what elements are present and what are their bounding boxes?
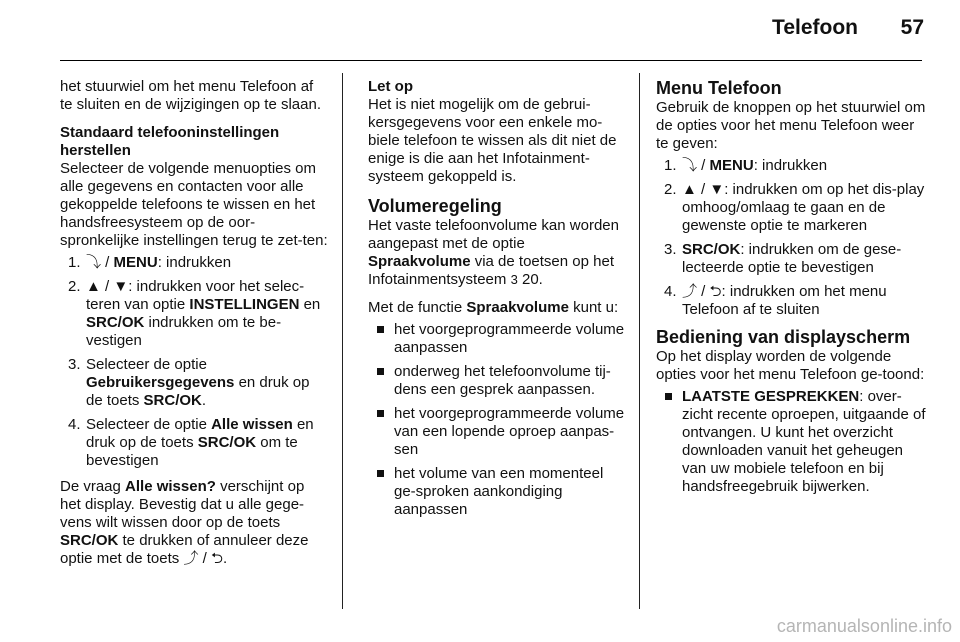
hangup-icon: ⤴ bbox=[183, 550, 199, 567]
up-down-arrow-icon: ▲ / ▼ bbox=[682, 181, 725, 198]
bullet-icon bbox=[377, 368, 384, 375]
watermark: carmanualsonline.info bbox=[776, 616, 952, 636]
display-bullets bbox=[656, 388, 926, 496]
page-reference-icon: 3 bbox=[510, 272, 518, 287]
page-header bbox=[0, 0, 960, 52]
section-heading-display: Bediening van displayscherm bbox=[656, 327, 911, 347]
list-item: 2. ▲ / ▼: indrukken voor het selec-teren van optie INSTELLINGEN en SRC/OK indrukken om te be-vestigen bbox=[68, 278, 321, 349]
bullet-icon bbox=[377, 326, 384, 333]
list-item: onderweg het telefoonvolume tij-dens een gesprek aanpassen. bbox=[368, 363, 628, 399]
page-number: 57 bbox=[900, 16, 924, 39]
bullet-icon bbox=[665, 393, 672, 400]
page-title: Telefoon bbox=[772, 16, 858, 39]
volume-function-paragraph: Met de functie Spraakvolume kunt u: bbox=[368, 299, 619, 316]
up-down-arrow-icon: ▲ / ▼ bbox=[86, 278, 129, 295]
volume-bullets bbox=[368, 321, 628, 519]
column-divider-2 bbox=[639, 73, 640, 609]
note-title: Let op bbox=[368, 78, 413, 95]
bullet-icon bbox=[377, 470, 384, 477]
column-3 bbox=[656, 78, 926, 504]
intro-text: het stuurwiel om het menu Telefoon af te sluiten en de wijzigingen op te slaan. bbox=[60, 78, 322, 113]
hangup-back-icon: ⤴ / ⮌ bbox=[682, 283, 722, 300]
column-1 bbox=[60, 78, 328, 568]
column-2 bbox=[368, 78, 628, 527]
display-paragraph: Op het display worden de volgende opties voor het menu Telefoon ge-toond: bbox=[656, 348, 925, 383]
bullet-icon bbox=[377, 410, 384, 417]
menu-paragraph: Gebruik de knoppen op het stuurwiel om de opties voor het menu Telefoon weer te geven: bbox=[656, 99, 926, 152]
list-item: 4. Selecteer de optie Alle wissen en druk op de toets SRC/OK om te bevestigen bbox=[68, 416, 314, 469]
reset-paragraph: Selecteer de volgende menuopties om alle gegevens en contacten voor alle gekoppelde telefoons te wissen en het handsfreesysteem op de oor-spronkelijke instellingen terug te zet-ten: bbox=[60, 160, 328, 249]
reset-steps bbox=[60, 254, 328, 470]
list-item: 4. ⤴ / ⮌: indrukken om het menu Telefoon af te sluiten bbox=[664, 283, 887, 318]
list-item: het volume van een momenteel ge-sproken aankondiging aanpassen bbox=[368, 465, 628, 519]
phone-icon: ⤵ bbox=[86, 254, 102, 271]
section-heading-menu: Menu Telefoon bbox=[656, 78, 782, 98]
list-item: het voorgeprogrammeerde volume van een lopende oproep aanpas-sen bbox=[368, 405, 628, 459]
phone-icon: ⤵ bbox=[682, 157, 698, 174]
volume-paragraph: Het vaste telefoonvolume kan worden aangepast met de optie Spraakvolume via de toetsen op het Infotainmentsysteem 3 20. bbox=[368, 217, 619, 288]
list-item: LAATSTE GESPREKKEN: over-zicht recente oproepen, uitgaande of ontvangen. U kunt het overzicht downloaden vanuit het geheugen van uw mobiele telefoon en bij handsfreegebruik bijwerken. bbox=[656, 388, 926, 496]
list-item: het voorgeprogrammeerde volume aanpassen bbox=[368, 321, 628, 357]
menu-steps bbox=[656, 157, 926, 319]
list-item: 2. ▲ / ▼: indrukken om op het dis-play omhoog/omlaag te gaan en de gewenste optie te markeren bbox=[664, 181, 925, 234]
list-item: 1. ⤵ / MENU: indrukken bbox=[664, 157, 828, 174]
confirm-paragraph: De vraag Alle wissen? verschijnt op het display. Bevestig dat u alle gege-vens wilt wissen door op de toets SRC/OK te drukken of annuleer deze optie met de toets ⤴ / ⮌. bbox=[60, 478, 309, 567]
note-text: Het is niet mogelijk om de gebrui-kersgegevens voor een enkele mo-biele telefoon te wissen als dit niet de enige is die aan het Infotainment-systeem gekoppeld is. bbox=[368, 96, 617, 185]
header-rule bbox=[60, 60, 922, 61]
section-heading-volume: Volumeregeling bbox=[368, 196, 502, 216]
column-divider-1 bbox=[342, 73, 343, 609]
list-item: 1. ⤵ / MENU: indrukken bbox=[68, 254, 232, 271]
back-icon: ⮌ bbox=[210, 550, 223, 567]
section-heading-reset: Standaard telefooninstellingen herstellen bbox=[60, 124, 280, 159]
list-item: 3. SRC/OK: indrukken om de gese-lecteerde optie te bevestigen bbox=[664, 241, 902, 276]
list-item: 3. Selecteer de optie Gebruikersgegevens en druk op de toets SRC/OK. bbox=[68, 356, 310, 409]
